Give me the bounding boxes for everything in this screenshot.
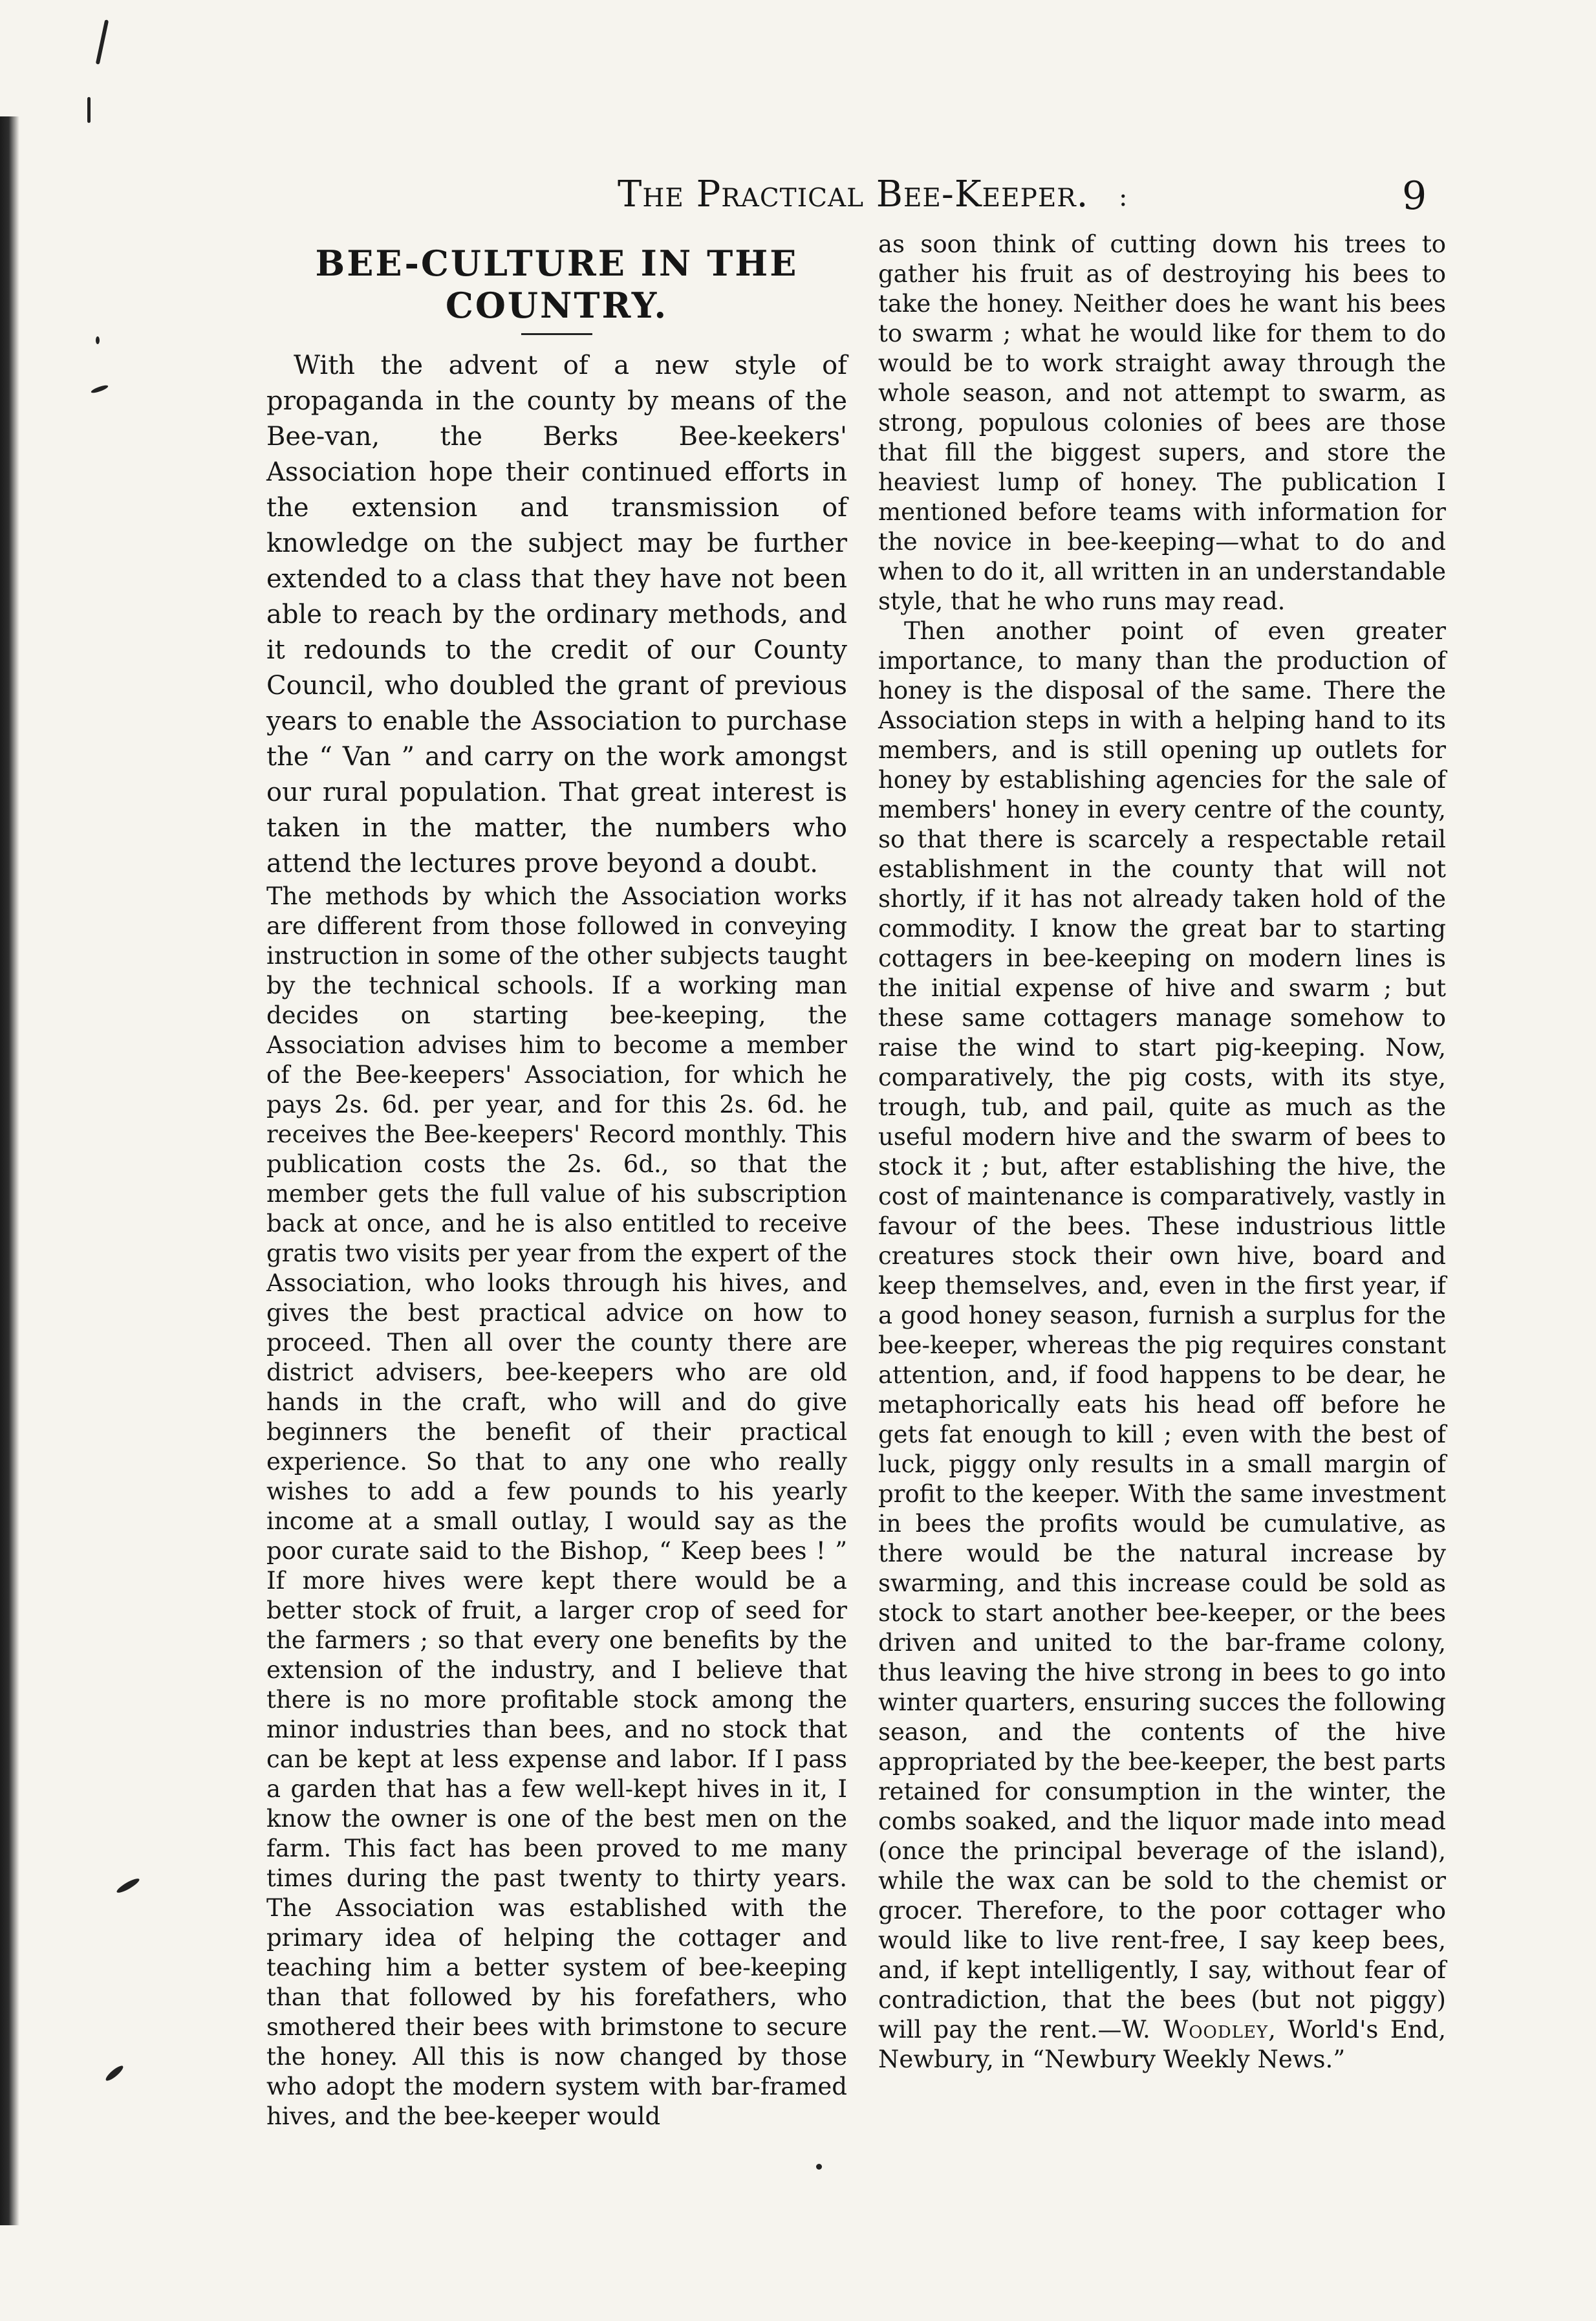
footer-speck [816, 2164, 822, 2170]
left-column [266, 230, 847, 2131]
ink-speck [115, 1877, 141, 1895]
author-name: W. Woodley [1121, 2016, 1269, 2043]
page-header [0, 173, 1596, 232]
binding-shadow [0, 116, 19, 2225]
ink-speck [87, 97, 91, 123]
ink-speck [91, 384, 109, 394]
header-dots: : [1119, 182, 1128, 212]
article-title-line1: BEE-CULTURE IN THE [315, 243, 799, 284]
paragraph-4-text: Then another point of even greater importance, to many than the production of honey is the disposal of the same. There the Association steps in with a helping hand to its members, and is still opening up outlets for honey by establishing agencies for the sale of members' honey in every centre of the county, so that there is scarcely a respectable retail establishment in the county that will not shortly, if it has not already taken hold of the commodity. I know the great bar to starting cottagers in bee-keeping on modern lines is the initial expense of hive and swarm ; but these same cottagers manage somehow to raise the wind to start pig-keeping. Now, comparatively, the pig costs, with its stye, trough, tub, and pail, quite as much as the useful modern hive and the swarm of bees to stock it ; but, after establishing the hive, the cost of maintenance is comparatively, vastly in favour of the bees. These industrious little creatures stock their own hive, board and keep themselves, and, even in the first year, if a good honey season, furnish a surplus for the bee-keeper, whereas the pig requires constant attention, and, if food happens to be dear, he metaphorically eats his head off before he gets fat enough to kill ; even with the best of luck, piggy only results in a small margin of profit to the keeper. With the same investment in bees the profits would be cumulative, as there would be the natural increase by swarming, and this increase could be sold as stock to start another bee-keeper, or the bees driven and united to the bar-frame colony, thus leaving the hive strong in bees to go into winter quarters, ensuring succes the following season, and the contents of the hive appropriated by the bee-keeper, the best parts retained for consumption in the winter, the combs soaked, and the liquor made into mead (once the principal beverage of the island), while the wax can be sold to the chemist or grocer. Therefore, to the poor cottager who would like to live rent-free, I say keep bees, and, if kept intelligently, I say, without fear of contradiction, that the bees (but not piggy) will pay the rent.— [878, 617, 1446, 2043]
article-paragraph-4 [878, 616, 1446, 2075]
right-column [878, 230, 1446, 2075]
ink-speck [104, 2064, 125, 2083]
article-paragraph-1: With the advent of a new style of propaganda in the county by means of the Bee-van, the Berks Bee-keekers' Association hope their continued efforts in the extension and transmission of knowledge on the subject may be further extended to a class that they have not been able to reach by the ordinary methods, and it redounds to the credit of our County Council, who doubled the grant of previous years to enable the Association to purchase the “ Van ” and carry on the work amongst our rural population. That great interest is taken in the matter, the numbers who attend the lectures prove beyond a doubt. [266, 350, 847, 878]
running-title: The Practical Bee-Keeper. [618, 173, 1089, 215]
ink-speck [96, 19, 109, 65]
article-paragraph-3: as soon think of cutting down his trees to gather his fruit as of destroying his bees to take the honey. Neither does he want his bees to swarm ; what he would like for them to do would be to work straight away through the whole season, and not attempt to swarm, as strong, populous colonies of bees are those that fill the biggest supers, and store the heaviest lump of honey. The publication I mentioned before teams with information for the novice in bee-keeping—what to do and when to do it, all written in an understandable style, that he who runs may read. [878, 230, 1446, 615]
article-paragraph-2: The methods by which the Association works are different from those followed in conveying instruction in some of the other subjects taught by the technical schools. If a working man decides on starting bee-keeping, the Association advises him to become a member of the Bee-keepers' Association, for which he pays 2s. 6d. per year, and for this 2s. 6d. he receives the Bee-keepers' Record monthly. This publication costs the 2s. 6d., so that the member gets the full value of his subscription back at once, and he is also entitled to receive gratis two visits per year from the expert of the Association, who looks through his hives, and gives the best practical advice on how to proceed. Then all over the county there are district advisers, bee-keepers who are old hands in the craft, who will and do give beginners the benefit of their practical experience. So that to any one who really wishes to add a few pounds to his yearly income at a small outlay, I would say as the poor curate said to the Bishop, “ Keep bees ! ” If more hives were kept there would be a better stock of fruit, a larger crop of seed for the farmers ; so that every one benefits by the extension of the industry, and I believe that there is no more profitable stock among the minor industries than bees, and no stock that can be kept at less expense and labor. If I pass a garden that has a few well-kept hives in it, I know the owner is one of the best men on the farm. This fact has been proved to me many times during the past twenty to thirty years. The Association was established with the primary idea of helping the cottager and teaching him a better system of bee-keeping than that followed by his forefathers, who smothered their bees with brimstone to secure the honey. All this is now changed by those who adopt the modern system with bar-framed hives, and the bee-keeper would [266, 882, 847, 2130]
title-rule [521, 333, 592, 335]
ink-speck [96, 336, 100, 344]
article-title [266, 243, 847, 327]
source-citation: , World's End, Newbury, in “Newbury Weekly News.” [878, 2016, 1446, 2073]
article-title-line2: COUNTRY. [445, 284, 669, 326]
page-number: 9 [1402, 173, 1427, 219]
